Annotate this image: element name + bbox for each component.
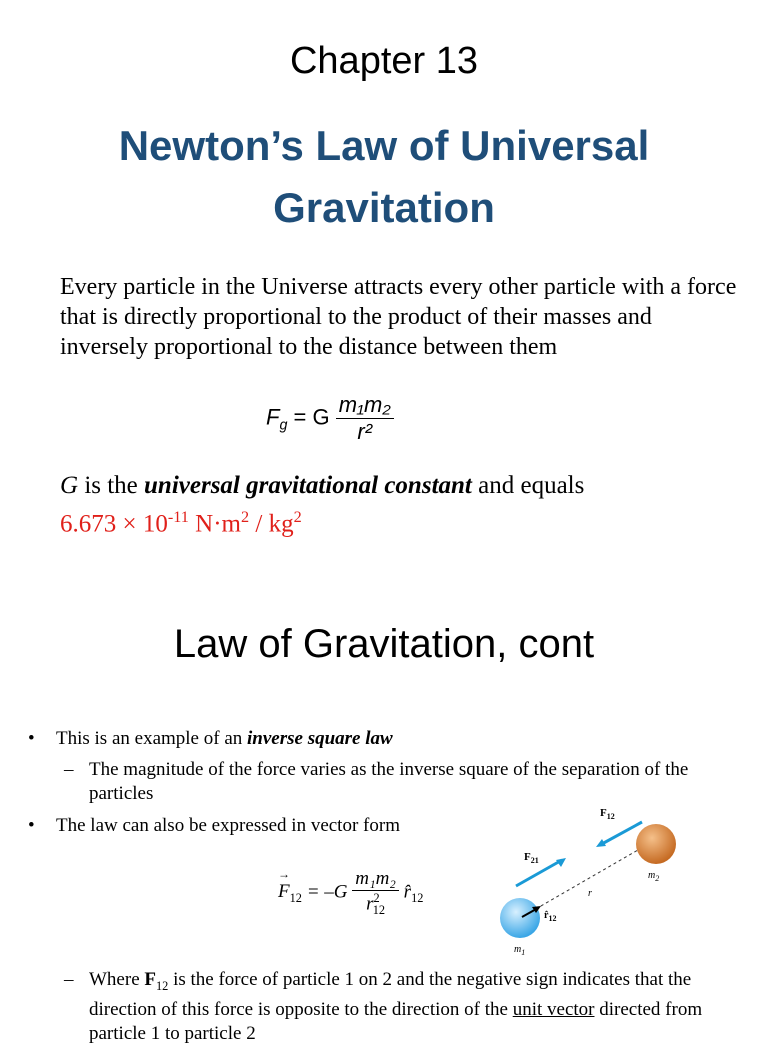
- vec-equals-g: = –G: [306, 881, 348, 903]
- bullet-2: The law can also be expressed in vector form: [56, 815, 400, 836]
- bullet-1-text: This is an example of an: [56, 728, 248, 749]
- vec-lhs-letter: F: [278, 881, 290, 903]
- dash-2: [89, 968, 749, 1046]
- label-m1: $m_1$: [514, 944, 526, 957]
- value-unit-sup: 2: [241, 508, 250, 526]
- label-f12: $F_{12}$: [600, 807, 615, 821]
- const-text-1: is the: [78, 472, 145, 499]
- eq-fraction: [336, 392, 394, 445]
- vec-rhat: r̂: [403, 881, 412, 903]
- dash-marker-2: –: [64, 969, 74, 990]
- vec-denominator: [366, 891, 385, 918]
- dash-2-unit-vector: unit vector: [512, 998, 595, 1020]
- title-line-1: Newton’s Law of Universal: [118, 122, 650, 169]
- particle-m1: [500, 898, 540, 938]
- const-g: G: [60, 472, 79, 499]
- gravitation-equation: [266, 392, 394, 445]
- vec-lhs-sub: 12: [289, 891, 302, 906]
- dash-2-a: Where: [89, 969, 145, 990]
- chapter-heading: Chapter 13: [289, 40, 478, 82]
- bullet-marker-1: •: [28, 728, 35, 749]
- value-unit: N·m: [188, 510, 241, 538]
- vec-den-sup: 2: [373, 891, 380, 905]
- vec-lhs: [278, 867, 290, 903]
- vector-equation: [278, 868, 423, 918]
- label-rhat: $r̂_{12}$: [544, 910, 557, 923]
- constant-statement: [60, 472, 584, 500]
- vector-arrow-icon: →: [278, 867, 290, 882]
- slide-2-title: Law of Gravitation, cont: [173, 622, 595, 666]
- const-bold: universal gravitational constant: [144, 472, 472, 499]
- value-mantissa: 6.673 × 10: [60, 510, 168, 538]
- vec-rhat-sub: 12: [411, 891, 424, 906]
- eq-lhs: F: [266, 404, 280, 430]
- dash-2-b: is the force of particle 1 on 2 and the negative sign indicates that the direction of this force is opposite to the direction of the: [89, 969, 692, 1020]
- eq-denominator: r²: [357, 419, 373, 444]
- dash-2-sub: 12: [156, 978, 169, 993]
- constant-value: [60, 508, 302, 538]
- particle-figure: [496, 800, 696, 958]
- value-exponent: -11: [167, 508, 189, 526]
- vec-fraction: [352, 868, 399, 918]
- title-line-2: Gravitation: [273, 184, 495, 231]
- bullet-marker-2: •: [28, 815, 35, 836]
- vec-den-sub: 12: [372, 903, 386, 918]
- label-m2: $m_2$: [648, 870, 660, 883]
- const-text-2: and equals: [471, 472, 585, 499]
- dash-2-c: directed from particle 1 to particle 2: [89, 998, 703, 1044]
- eq-lhs-sub: g: [279, 417, 288, 434]
- vec-numerator: m₁m₂: [352, 868, 399, 891]
- value-unit-2: / kg: [249, 510, 294, 538]
- f21-arrow-icon: [516, 860, 562, 886]
- bullet-1: [56, 727, 746, 751]
- value-unit-2-sup: 2: [293, 508, 302, 526]
- bullet-1-bold: inverse square law: [247, 728, 393, 749]
- eq-numerator: m₁m₂: [336, 392, 394, 419]
- dash-marker-1: –: [64, 759, 74, 780]
- dash-1: The magnitude of the force varies as the inverse square of the separation of the particles: [89, 759, 689, 804]
- slide-title: [40, 115, 728, 239]
- label-r: r: [588, 888, 592, 899]
- dash-2-bold: F: [144, 969, 156, 990]
- vec-den-r: r: [366, 893, 374, 915]
- eq-equals-g: = G: [293, 404, 330, 430]
- f12-arrow-icon: [600, 822, 642, 845]
- law-statement: Every particle in the Universe attracts every other particle with a force that is directly proportional to the product of their masses and inversely proportional to the distance between them: [60, 274, 737, 360]
- particle-m2: [636, 824, 676, 864]
- label-f21: $F_{21}$: [524, 851, 539, 865]
